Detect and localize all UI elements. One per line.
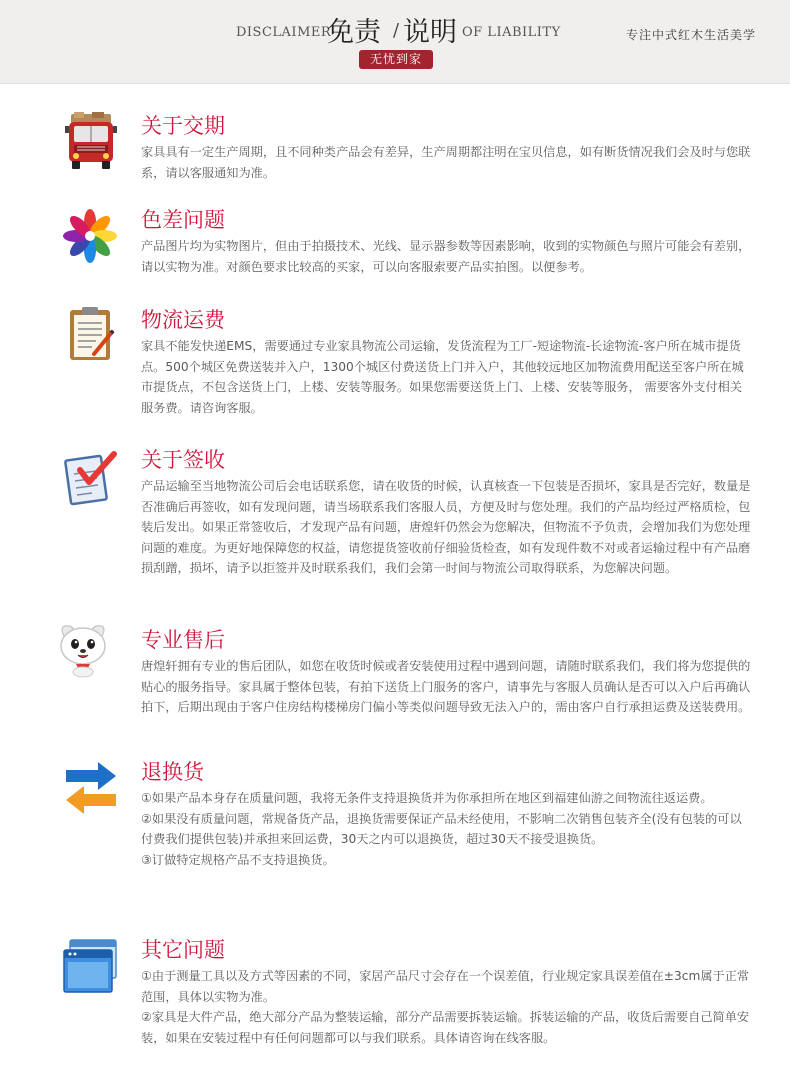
header-title-cn-2: 说明 [403, 17, 457, 48]
section-title: 物流运费 [141, 308, 225, 332]
section-paragraph: ②家具是大件产品，绝大部分产品为整装运输，部分产品需要拆装运输。拆装运输的产品，收货后需要自己简单安装，如果在安装过程中有任何问题都可以与我们联系。具体请咨询在线客服。 [141, 1010, 750, 1045]
header-badge: 无忧到家 [359, 50, 433, 69]
section-paragraph: 家具具有一定生产周期，且不同种类产品会有差异，生产周期都注明在宝贝信息，如有断货情况我们会及时与您联系，请以客服通知为准。 [141, 145, 751, 180]
color-wheel-icon [62, 208, 120, 266]
section-title: 退换货 [141, 760, 204, 784]
section-body [141, 966, 751, 1048]
header-title-cn-1: 免责 [327, 17, 381, 48]
header-banner [0, 0, 790, 84]
section-paragraph: ③订做特定规格产品不支持退换货。 [141, 852, 335, 867]
checklist-icon [62, 448, 120, 506]
section-title: 其它问题 [141, 938, 225, 962]
delivery-truck-icon [62, 112, 120, 170]
section-paragraph: ①由于测量工具以及方式等因素的不同，家居产品尺寸会存在一个误差值，行业规定家具误差值在±3cm属于正常范围，具体以实物为准。 [141, 969, 750, 1004]
header-title-en-left: DISCLAIMER [236, 25, 332, 40]
window-icon [62, 938, 120, 996]
section-body [141, 788, 751, 870]
section-body [141, 236, 751, 277]
section-paragraph: 产品运输至当地物流公司后会电话联系您，请在收货的时候，认真核查一下包装是否损坏，家具是否完好，数量是否准确后再签收，如有发现问题，请当场联系我们客服人员，方便及时与您处理。我们的产品均经过严格质检，包装后发出。如果正常签收后，才发现产品有问题，唐煌轩仍然会为您解决，但物流不予负责，会增加我们为您处理问题的难度。为更好地保障您的权益，请您提货签收前仔细验货检查，如有发现件数不对或者运输过程中有产品磨损刮蹭，损坏，请予以拒签并及时联系我们，我们会第一时间与物流公司取得联系，为您解决问题。 [141, 479, 751, 575]
section-body [141, 142, 751, 183]
section-body [141, 336, 751, 418]
section-paragraph: 家具不能发快递EMS，需要通过专业家具物流公司运输，发货流程为工厂-短途物流-长途物流-客户所在城市提货点。500个城区免费送装并入户，1300个城区付费送货上门并入户，其他较远地区加物流费用配送至客户所在城市提货点，不包含送货上门，上楼、安装等服务。如果您需要送货上门、上楼、安装等服务， 需要客外支付相关服务费。请咨询客服。 [141, 339, 744, 415]
header-title-en-right: OF LIABILITY [462, 25, 561, 40]
header-slogan: 专注中式红木生活美学 [626, 28, 757, 42]
dog-mascot-icon [54, 620, 112, 678]
exchange-arrows-icon [62, 760, 120, 818]
section-title: 关于交期 [141, 114, 225, 138]
section-body [141, 476, 751, 579]
section-body [141, 656, 751, 718]
section-title: 关于签收 [141, 448, 225, 472]
section-title: 专业售后 [141, 628, 225, 652]
section-paragraph: 产品图片均为实物图片，但由于拍摄技术、光线、显示器参数等因素影响，收到的实物颜色与照片可能会有差别，请以实物为准。对颜色要求比较高的买家，可以向客服索要产品实拍图。以便参考。 [141, 239, 751, 274]
section-title: 色差问题 [141, 208, 225, 232]
section-paragraph: ①如果产品本身存在质量问题，我将无条件支持退换货并为你承担所在地区到福建仙游之间物流往返运费。 [141, 791, 713, 805]
clipboard-icon [62, 306, 120, 364]
section-paragraph: ②如果没有质量问题，常规备货产品，退换货需要保证产品未经使用，不影响二次销售包装齐全(没有包装的可以付费我们提供包装)并承担来回运费，30天之内可以退换货，超过30天不接受退换货。 [141, 811, 742, 846]
section-paragraph: 唐煌轩拥有专业的售后团队，如您在收货时候或者安装使用过程中遇到问题，请随时联系我们，我们将为您提供的贴心的服务指导。家具属于整体包装，有拍下送货上门服务的客户，请事先与客服人员确认是否可以入户后再确认拍下，后期出现由于客户住房结构楼梯房门偏小等类似问题导致无法入户的，需由客户自行承担运费及送装费用。 [141, 659, 751, 714]
header-title-slash: / [393, 20, 400, 41]
